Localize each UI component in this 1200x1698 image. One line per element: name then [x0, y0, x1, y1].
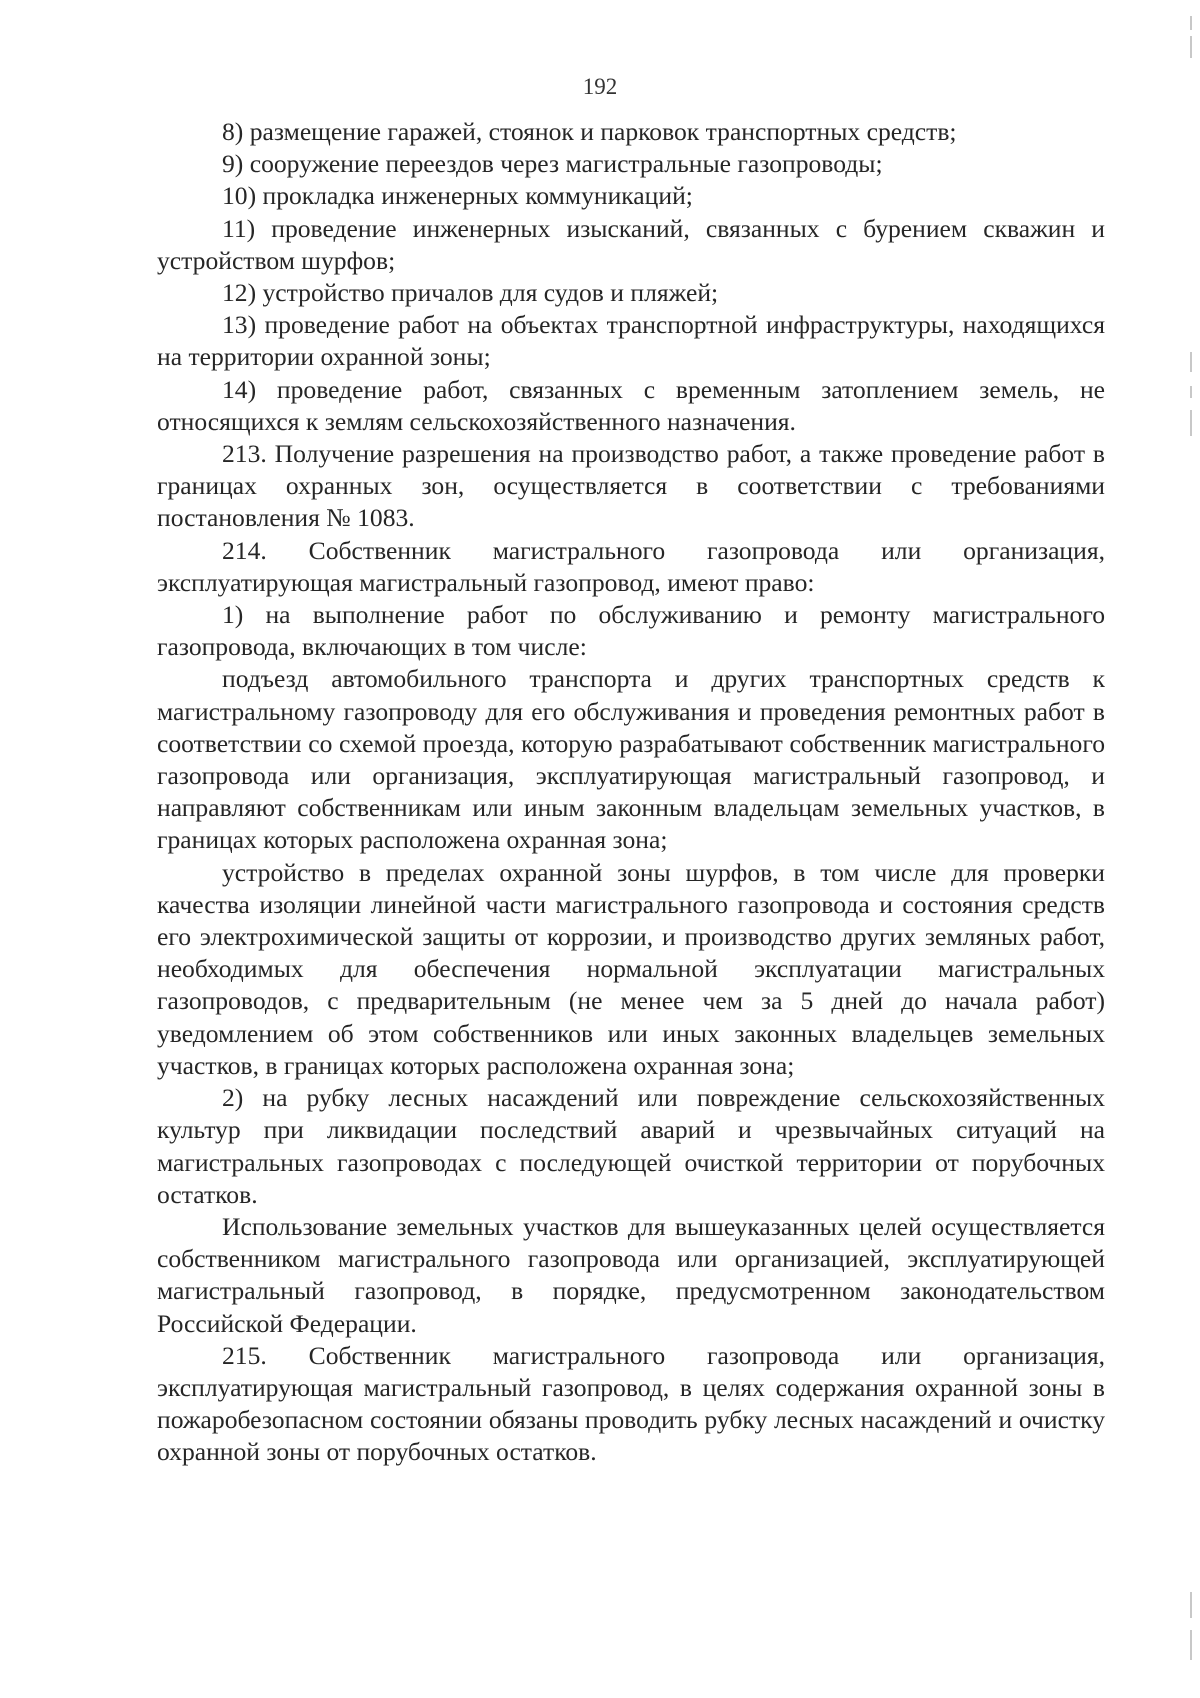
scan-edge-mark: [1190, 16, 1192, 30]
clause-213: 213. Получение разрешения на производство работ, а также проведение работ в границах охранных зон, осуществляется в соответствии с требованиями постановления № 1083.: [157, 439, 1105, 533]
scan-edge-mark: [1190, 386, 1192, 398]
clause-214-land-use: Использование земельных участков для вышеуказанных целей осуществляется собственником магистрального газопровода или организацией, эксплуатирующей магистральный газопровод, в порядке, предусмотренном законодательством Российской Федерации.: [157, 1211, 1105, 1338]
clause-214-item-2: 2) на рубку лесных насаждений или повреждение сельскохозяйственных культур при ликвидации последствий аварий и чрезвычайных ситуаций на магистральных газопроводах с последующей очисткой территории от порубочных остатков.: [157, 1083, 1105, 1209]
list-item-8: 8) размещение гаражей, стоянок и парковок транспортных средств;: [222, 117, 957, 146]
clause-214: 214. Собственник магистрального газопровода или организация, эксплуатирующая магистральный газопровод, имеют право:: [157, 535, 1105, 597]
scan-edge-mark: [1190, 1592, 1192, 1618]
clause-214-item-1: 1) на выполнение работ по обслуживанию и ремонту магистрального газопровода, включающих в том числе:: [157, 600, 1105, 662]
document-body: [157, 116, 1105, 1469]
scan-edge-mark: [1190, 1630, 1192, 1660]
list-item-9: 9) сооружение переездов через магистральные газопроводы;: [222, 149, 883, 179]
scan-edge-mark: [1190, 352, 1192, 372]
list-item-12: 12) устройство причалов для судов и пляжей;: [222, 278, 719, 308]
clause-214-pits: устройство в пределах охранной зоны шурфов, в том числе для проверки качества изоляции линейной части магистрального газопровода и состояния средств его электрохимической защиты от коррозии, и производство других земляных работ, необходимых для обеспечения нормальной эксплуатации магистральных газопроводов, с предварительным (не менее чем за 5 дней до начала работ) уведомлением об этом собственников или иных законных владельцев земельных участков, в границах которых расположена охранная зона;: [157, 857, 1105, 1080]
scan-edge-mark: [1190, 410, 1192, 436]
list-item-14: 14) проведение работ, связанных с временным затоплением земель, не относящихся к землям сельскохозяйственного назначения.: [157, 374, 1105, 436]
clause-214-vehicle-access: подъезд автомобильного транспорта и других транспортных средств к магистральному газопроводу для его обслуживания и проведения ремонтных работ в соответствии со схемой проезда, которую разрабатывают собственник магистрального газопровода или организация, эксплуатирующая магистральный газопровод, и направляют собственникам или иным законным владельцам земельных участков, в границах которых расположена охранная зона;: [157, 664, 1105, 855]
scan-edge-mark: [1190, 36, 1192, 58]
clause-215: 215. Собственник магистрального газопровода или организация, эксплуатирующая магистральный газопровод, в целях содержания охранной зоны в пожаробезопасном состоянии обязаны проводить рубку лесных насаждений и очистку охранной зоны от порубочных остатков.: [157, 1340, 1105, 1467]
list-item-13: 13) проведение работ на объектах транспортной инфраструктуры, находящихся на территории охранной зоны;: [157, 310, 1105, 372]
list-item-10: 10) прокладка инженерных коммуникаций;: [222, 181, 693, 211]
page-number: 192: [582, 74, 618, 99]
list-item-11: 11) проведение инженерных изысканий, связанных с бурением скважин и устройством шурфов;: [157, 213, 1105, 275]
